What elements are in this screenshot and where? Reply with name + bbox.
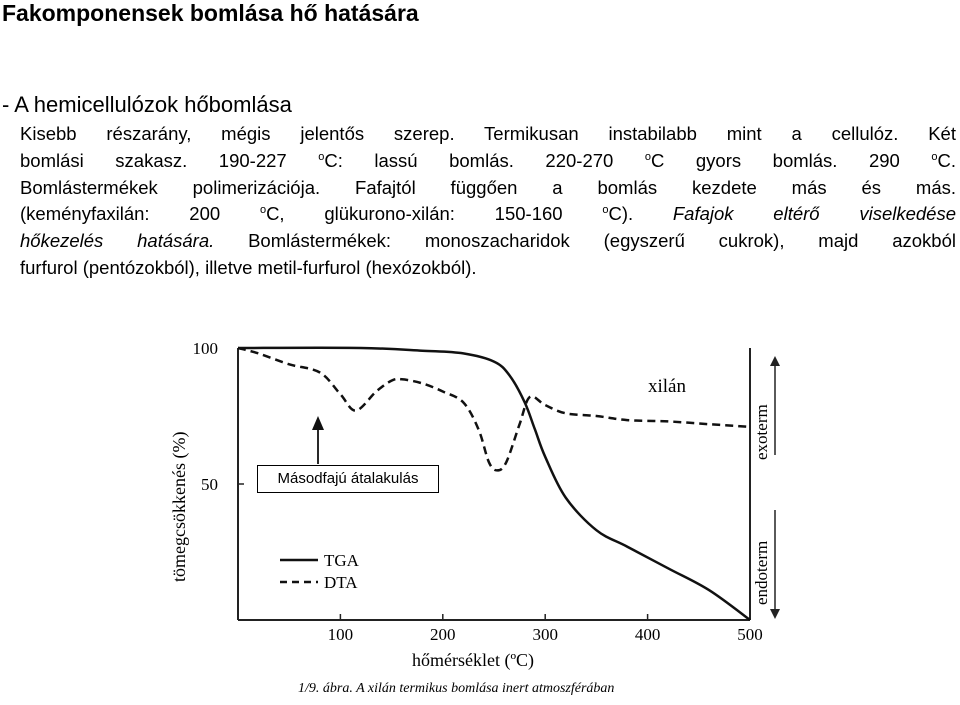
legend-tga-label: TGA xyxy=(324,551,359,570)
para-line-2-a: bomlási szakasz. 190-227 xyxy=(20,149,319,171)
para-line-4-b: C, glükurono-xilán: 150-160 xyxy=(266,203,603,225)
xilan-annotation: xilán xyxy=(648,376,686,397)
x-axis-label: hőmérséklet (ºC) xyxy=(412,650,535,670)
x-tick-label: 200 xyxy=(430,625,456,644)
y-tick-label: 100 xyxy=(192,339,218,358)
series-line-dta xyxy=(238,348,750,470)
callout-box: Másodfajú átalakulás xyxy=(257,465,439,493)
para-line-1: Kisebb részarány, mégis jelentős szerep. Termikusan instabilabb mint a cellulóz. Két xyxy=(20,123,956,144)
degree-sign: o xyxy=(259,204,267,217)
para-line-5-italic: hőkezelés hatására. xyxy=(20,230,215,252)
para-line-4-italic: Fafajok eltérő viselkedése xyxy=(672,203,956,225)
degree-sign: o xyxy=(644,150,651,163)
degree-sign: o xyxy=(931,150,938,163)
legend-dta-label: DTA xyxy=(324,573,358,592)
exoterm-arrow-head xyxy=(770,356,780,366)
x-ticks xyxy=(328,614,763,644)
callout-arrow-head xyxy=(312,416,324,430)
para-line-2-c: C gyors bomlás. 290 xyxy=(650,149,932,171)
y-tick-label: 50 xyxy=(201,475,218,494)
para-line-4 xyxy=(20,201,956,228)
exoterm-label: exoterm xyxy=(752,404,771,460)
section-heading xyxy=(2,92,292,118)
x-tick-label: 500 xyxy=(737,625,763,644)
xylan-thermal-figure xyxy=(150,330,790,702)
degree-sign: o xyxy=(318,150,325,163)
x-tick-label: 400 xyxy=(634,625,661,644)
para-line-5-b: Bomlástermékek: monoszacharidok (egyszerű cukrok), majd azokból xyxy=(214,230,956,252)
degree-sign: o xyxy=(602,204,609,217)
endoterm-arrow-head xyxy=(770,609,780,619)
para-line-2-b: C: lassú bomlás. 220-270 xyxy=(324,149,645,171)
para-line-4-c: C). xyxy=(608,203,673,225)
para-line-2 xyxy=(20,148,956,175)
para-line-2-d: C. xyxy=(937,149,956,171)
para-line-6: furfurol (pentózokból), illetve metil-furfurol (hexózokból). xyxy=(20,256,477,278)
y-axis-label: tömegcsökkenés (%) xyxy=(169,431,189,582)
body-paragraph xyxy=(20,121,956,282)
y-ticks xyxy=(193,339,245,494)
para-line-3: Bomlástermékek polimerizációja. Fafajtól függően a bomlás kezdete más és más. xyxy=(20,176,956,198)
section-heading-text: A hemicellulózok hőbomlása xyxy=(14,92,292,117)
x-tick-label: 100 xyxy=(327,625,354,644)
para-line-5 xyxy=(20,228,956,255)
figure-caption: 1/9. ábra. A xilán termikus bomlása inert atmoszférában xyxy=(298,681,615,696)
endoterm-label: endoterm xyxy=(752,540,771,605)
para-line-4-a: (keményfaxilán: 200 xyxy=(20,203,260,225)
list-dash: - xyxy=(2,92,10,117)
x-tick-label: 300 xyxy=(532,625,558,644)
page-title: Fakomponensek bomlása hő hatására xyxy=(2,0,419,26)
